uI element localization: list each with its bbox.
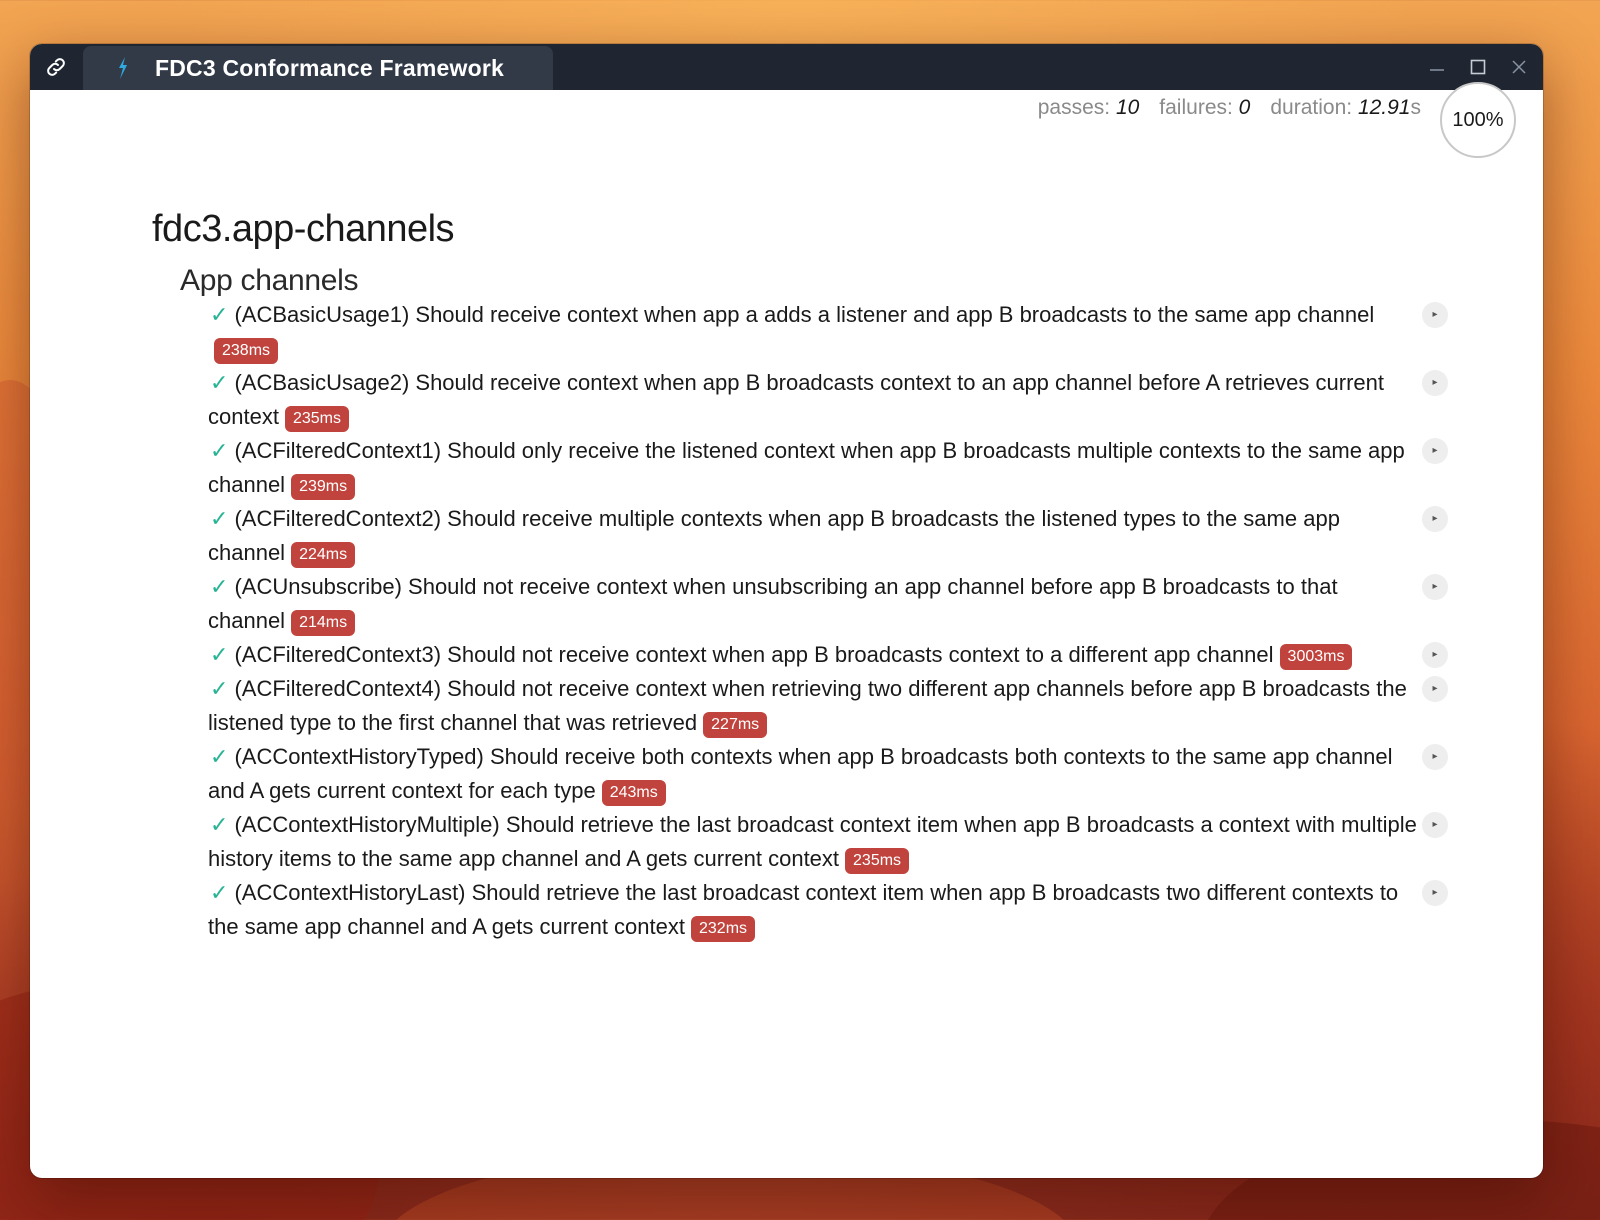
checkmark-icon: ✓ — [210, 370, 229, 395]
link-icon[interactable] — [42, 53, 70, 81]
checkmark-icon: ✓ — [210, 812, 229, 837]
test-item[interactable] — [208, 876, 1438, 944]
test-item[interactable] — [208, 366, 1438, 434]
duration-badge: 235ms — [285, 406, 349, 432]
duration-badge: 227ms — [703, 712, 767, 738]
minimize-icon[interactable] — [1425, 55, 1449, 79]
replay-icon[interactable]: ▸ — [1422, 574, 1448, 600]
suite-title[interactable]: fdc3.app-channels — [152, 208, 455, 250]
test-title: (ACContextHistoryTyped) Should receive both contexts when app B broadcasts both contexts to the same app channel and A gets current context for each type — [208, 744, 1393, 803]
checkmark-icon: ✓ — [210, 506, 229, 531]
replay-icon[interactable]: ▸ — [1422, 744, 1448, 770]
test-title: (ACContextHistoryMultiple) Should retrieve the last broadcast context item when app B broadcasts a context with multiple history items to the same app channel and A gets current context — [208, 812, 1417, 871]
checkmark-icon: ✓ — [210, 676, 229, 701]
checkmark-icon: ✓ — [210, 574, 229, 599]
test-title: (ACFilteredContext2) Should receive multiple contexts when app B broadcasts the listened types to the same app channel — [208, 506, 1340, 565]
duration-badge: 238ms — [214, 338, 278, 364]
test-title: (ACFilteredContext3) Should not receive context when app B broadcasts context to a different app channel — [234, 642, 1274, 667]
failures-count: 0 — [1238, 96, 1251, 119]
test-title: (ACFilteredContext4) Should not receive context when retrieving two different app channels before app B broadcasts the listened type to the first channel that was retrieved — [208, 676, 1407, 735]
fdc3-logo-icon — [113, 55, 133, 81]
duration-stat: duration: 12.91s — [1270, 96, 1421, 119]
replay-icon[interactable]: ▸ — [1422, 506, 1448, 532]
test-item[interactable] — [208, 502, 1438, 570]
replay-icon[interactable]: ▸ — [1422, 880, 1448, 906]
test-item[interactable] — [208, 740, 1438, 808]
subsuite-title[interactable]: App channels — [180, 264, 359, 297]
test-title: (ACFilteredContext1) Should only receive the listened context when app B broadcasts multiple contexts to the same app channel — [208, 438, 1405, 497]
test-list — [208, 298, 1438, 944]
replay-icon[interactable]: ▸ — [1422, 676, 1448, 702]
stats-bar — [1038, 96, 1421, 120]
failures-stat[interactable]: failures: 0 — [1159, 96, 1251, 119]
close-icon[interactable] — [1507, 55, 1531, 79]
replay-icon[interactable]: ▸ — [1422, 370, 1448, 396]
test-title: (ACContextHistoryLast) Should retrieve the last broadcast context item when app B broadcasts two different contexts to the same app channel and A gets current context — [208, 880, 1399, 939]
test-item[interactable] — [208, 298, 1438, 366]
tab-title: FDC3 Conformance Framework — [155, 54, 504, 81]
checkmark-icon: ✓ — [210, 302, 229, 327]
test-title: (ACBasicUsage1) Should receive context when app a adds a listener and app B broadcasts to the same app channel — [234, 302, 1375, 327]
duration-badge: 214ms — [291, 610, 355, 636]
checkmark-icon: ✓ — [210, 744, 229, 769]
duration-value: 12.91 — [1357, 96, 1411, 119]
test-title: (ACUnsubscribe) Should not receive context when unsubscribing an app channel before app B broadcasts to that channel — [208, 574, 1338, 633]
replay-icon[interactable]: ▸ — [1422, 812, 1448, 838]
app-window — [30, 44, 1543, 1178]
duration-badge: 232ms — [691, 916, 755, 942]
title-bar — [30, 44, 1543, 90]
duration-badge: 3003ms — [1280, 644, 1353, 670]
replay-icon[interactable]: ▸ — [1422, 302, 1448, 328]
test-item[interactable] — [208, 570, 1438, 638]
checkmark-icon: ✓ — [210, 642, 229, 667]
test-item[interactable] — [208, 672, 1438, 740]
test-item[interactable] — [208, 434, 1438, 502]
duration-badge: 235ms — [845, 848, 909, 874]
passes-count: 10 — [1115, 96, 1140, 119]
progress-ring: 100% — [1440, 82, 1516, 158]
test-item[interactable] — [208, 808, 1438, 876]
passes-stat[interactable]: passes: 10 — [1037, 96, 1140, 119]
checkmark-icon: ✓ — [210, 438, 229, 463]
test-title: (ACBasicUsage2) Should receive context when app B broadcasts context to an app channel before A retrieves current context — [208, 370, 1384, 429]
replay-icon[interactable]: ▸ — [1422, 642, 1448, 668]
maximize-icon[interactable] — [1466, 55, 1490, 79]
checkmark-icon: ✓ — [210, 880, 229, 905]
test-item[interactable] — [208, 638, 1438, 672]
duration-badge: 224ms — [291, 542, 355, 568]
duration-badge: 239ms — [291, 474, 355, 500]
duration-badge: 243ms — [602, 780, 666, 806]
app-tab[interactable] — [83, 46, 553, 90]
replay-icon[interactable]: ▸ — [1422, 438, 1448, 464]
